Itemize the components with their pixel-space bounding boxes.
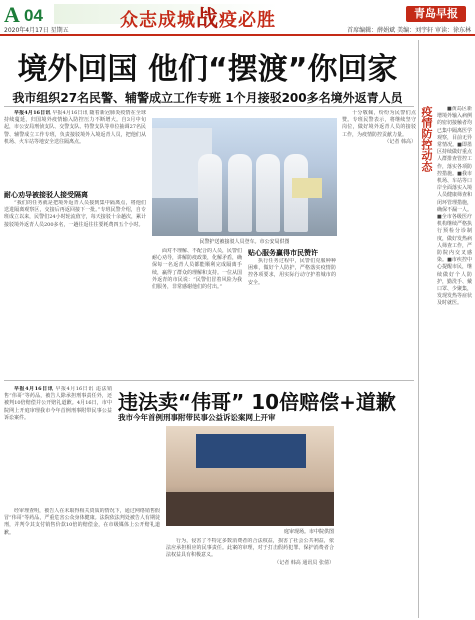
story1-text-b2: 执行任务过程中，民警们克服种种困难，做好个人防护，严格落实疫情防控各项要求，用实际行动守护着城市的安全。 [248, 258, 336, 286]
story2-col-d [4, 386, 112, 506]
story1-rule [4, 106, 414, 107]
story2-text-e: 行为，侵害了不特定多数消费者的合法权益，损害了社会公共利益，依法应承担相应的民事责任。此案的审理，对于打击假药犯罪、保护消费者合法权益具有积极意义。 [166, 538, 334, 559]
story1-text-a2: “我们的任务就是把境外返青人员接到集中隔离点，将他们送进隔离观察区，交接后再返回接下一批。”专班民警介绍，自专班成立以来，民警们24小时轮流值守，每天接驳十余趟次，累计接驳境外返青人员200多名，一趟往返往往要耗费四五个小时。 [4, 200, 146, 228]
story1-col-b2 [248, 258, 336, 376]
story2-subhead: 我市今年首例刑事附带民事公益诉讼案网上开审 [118, 413, 276, 422]
section-title [120, 2, 276, 33]
story1-text-c: 十分敬佩，纷纷为民警们点赞。专班民警表示，将继续坚守岗位，做好境外返青人员的接驳工作，为疫情防控贡献力量。 [342, 110, 416, 138]
screen-shape [196, 434, 306, 468]
story1-col-a2 [4, 200, 146, 376]
story1-col-b [152, 248, 242, 376]
header-rule [0, 34, 475, 36]
side-title: 疫情防控动态 [420, 106, 433, 172]
story2-photo [166, 426, 334, 526]
story2-text-d: 早报4月16日讯 违法销售“伟哥”等药品，被告人除承担刑事责任外，还被判10倍赔偿并公开赔礼道歉。4月16日，市中院网上开庭审理我市今年首例刑事附带民事公益诉讼案件。 [4, 386, 112, 421]
side-col [437, 106, 472, 616]
story1-closing: （记者 韩高） [384, 138, 416, 145]
officer-figure [228, 154, 252, 232]
page-header [0, 0, 475, 36]
story2-text-d2: 经审理查明，被告人在未取得相关资质的情况下，通过网络销售假冒“伟哥”等药品，严重危害公众身体健康。法院依法判处被告人有期徒刑，并判令其支付销售价款10倍的赔偿金，在市级媒体上公开赔礼道歉。 [4, 508, 160, 536]
story2-photo-caption: 庭审现场。市中院供图 [283, 529, 334, 535]
story1-section2: 贴心服务赢得市民赞许 [248, 249, 318, 257]
newspaper-logo: 青岛早报 [406, 6, 466, 22]
page-number: 04 [24, 6, 43, 25]
story1-photo [152, 118, 337, 236]
section-title-a: 众志成城 [120, 10, 196, 31]
story2-closing: （记者 韩高 通讯员 张倩） [274, 559, 334, 566]
story2-col-e [166, 538, 334, 618]
issue-date: 2020年4月17日 星期五 [4, 27, 69, 34]
section-letter: A [4, 2, 20, 27]
editor-credits: 首席编辑：薛娟斌 美编：刘宇轩 审读：徐东林 [347, 27, 471, 34]
story1-col-c [342, 110, 416, 376]
section-title-b: 战 [196, 6, 220, 32]
story2-headline: 违法卖“伟哥” 10倍赔偿+道歉 [118, 390, 396, 414]
story2-col-d2 [4, 508, 160, 618]
story1-subhead: 我市组织27名民警、辅警成立工作专班 1个月接驳200多名境外返青人员 [12, 91, 403, 105]
side-text: ■黄岛区新增境外输入病例的密切接触者均已集中隔离医学观察，目前无异常情况。■即墨区持续做好重点人群排查管控工作，落实各项防控措施。■我市机场、车站等口岸全面落实入境人员健康筛查和闭环管理措施，确保不漏一人。■全市各级医疗机构继续严格执行预检分诊制度，做好发热病人筛查工作，严防院内交叉感染。■市疾控中心提醒市民，继续做好个人防护，勤洗手、戴口罩、少聚集，发现发热等症状及时就医。 [437, 106, 472, 307]
sign-shape [292, 178, 322, 198]
story1-section1: 耐心劝导被接驳人接受隔离 [4, 191, 88, 199]
story2-byline: 早报4月16日讯 [14, 386, 54, 392]
story1-byline: 早报4月16日讯 [14, 110, 51, 116]
story1-headline: 境外回国 他们“摆渡”你回家 [17, 52, 398, 87]
story1-text-a: 早报4月16日讯 随着新冠肺炎疫情在全球持续蔓延，归国境外疫情输入防控压力不断增大。自3月中旬起，市公安局刑侦支队、交警支队、特警支队等单位抽调27名民警、辅警成立工作专班，负责接驳境外入境返青人员，把他们从机场、火车站等地安全送往隔离点。 [4, 110, 146, 145]
officer-figure [198, 154, 222, 232]
story1-col-a [4, 110, 146, 186]
right-column-rule [418, 40, 419, 618]
story1-photo-caption: 民警护送被接驳人员登车。市公安局供图 [199, 239, 290, 245]
story1-text-b: 面对不理解、不配合的人员，民警们耐心劝导，讲解防疫政策，化解矛盾，确保每一名返青人员都能顺利完成隔离手续，赢得了群众的理解和支持。一位从国外返青的市民说：“民警们冒着风险为我们服务，非常感谢他们的付出。” [152, 248, 242, 291]
story-divider [4, 380, 414, 381]
officer-figure [256, 154, 280, 232]
desk-shape [166, 492, 334, 526]
section-title-c: 疫必胜 [219, 10, 277, 31]
